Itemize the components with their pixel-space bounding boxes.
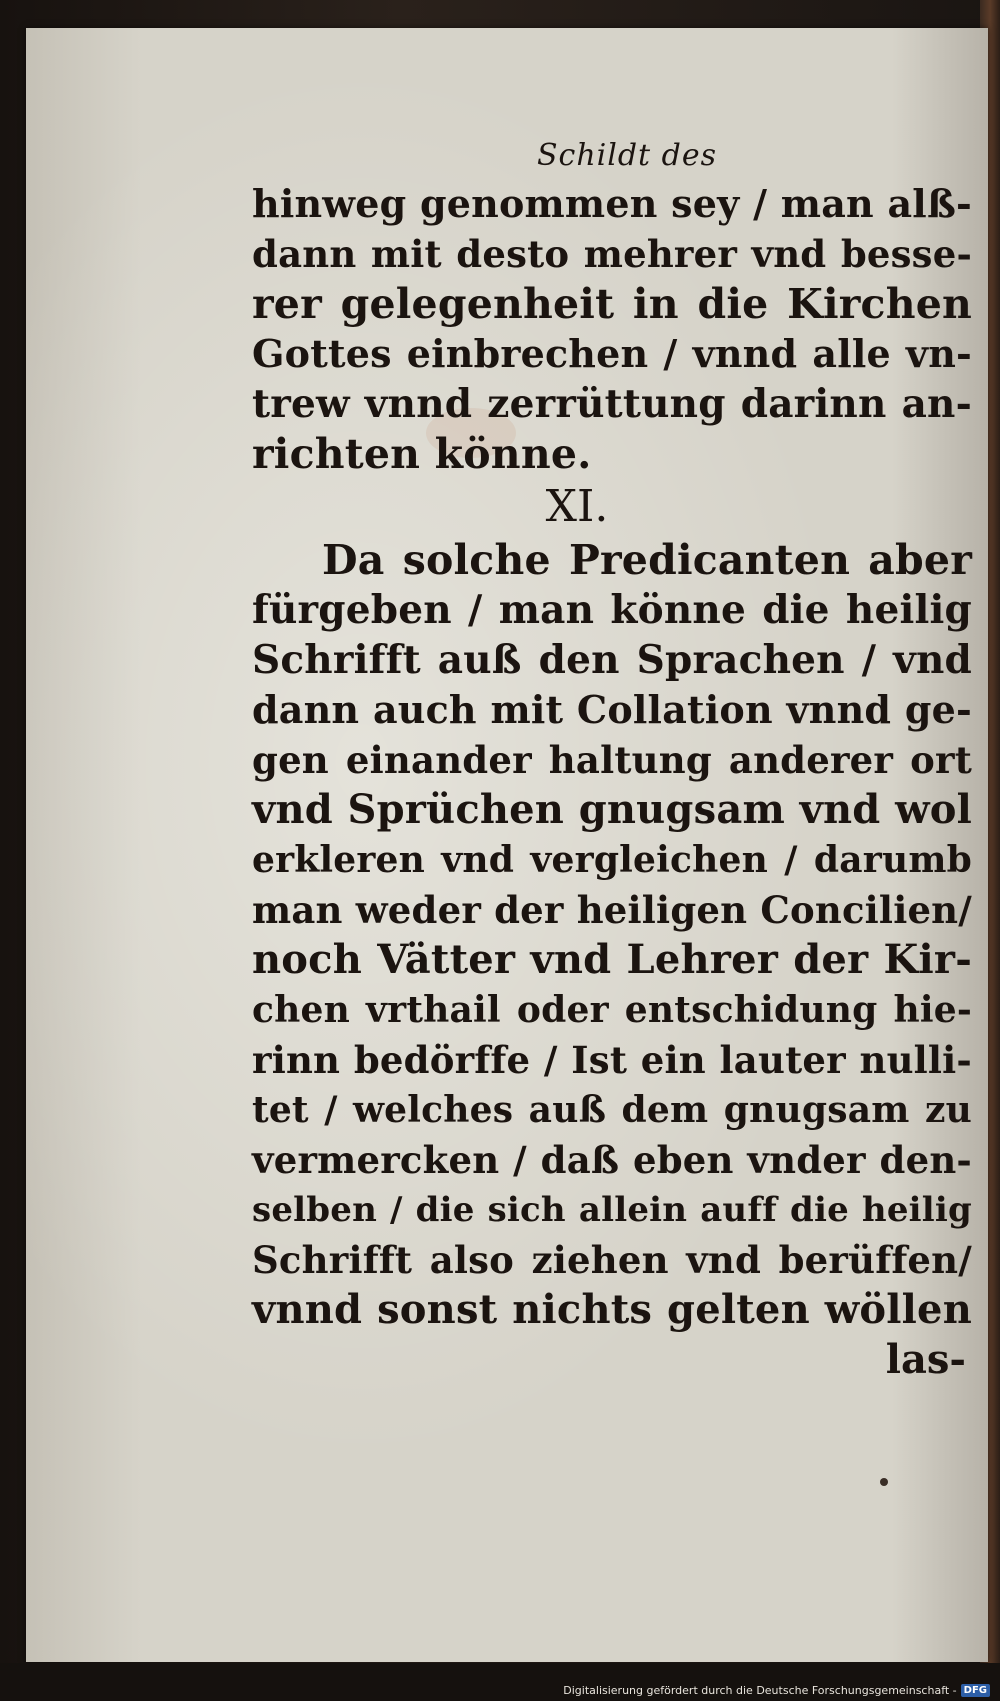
text-line: noch Vätter vnd Lehrer der Kir- xyxy=(252,936,972,983)
text-line: tet / welches auß dem gnugsam zu xyxy=(252,1089,972,1131)
text-line: Schrifft auß den Sprachen / vnd xyxy=(252,637,972,683)
catchword: las- xyxy=(885,1336,966,1383)
text-line: man weder der heiligen Concilien/ xyxy=(252,888,972,932)
text-line: rinn bedörffe / Ist ein lauter nulli- xyxy=(252,1038,972,1082)
text-line: dann mit desto mehrer vnd besse- xyxy=(252,232,972,276)
text-line: selben / die sich allein auff die heilig xyxy=(252,1190,972,1230)
text-line: vnnd sonst nichts gelten wöllen xyxy=(252,1286,972,1333)
text-line: dann auch mit Collation vnnd ge- xyxy=(252,687,972,732)
ink-dot xyxy=(880,1478,888,1486)
text-line: erkleren vnd vergleichen / darumb xyxy=(252,839,972,881)
dfg-logo-icon: DFG xyxy=(961,1684,990,1697)
text-line: rer gelegenheit in die Kirchen xyxy=(252,280,972,328)
text-line: richten könne. xyxy=(252,430,592,478)
text-line: vermercken / daß eben vnder den- xyxy=(252,1138,972,1182)
paragraph-xi xyxy=(252,535,972,1335)
credit-text: Digitalisierung gefördert durch die Deutsche Forschungsgemeinschaft - xyxy=(563,1684,957,1697)
text-line: Schrifft also ziehen vnd berüffen/ xyxy=(252,1238,972,1282)
running-head: Schildt des xyxy=(536,138,717,173)
text-line: gen einander haltung anderer ort xyxy=(252,738,972,782)
text-line: vnd Sprüchen gnugsam vnd wol xyxy=(252,786,972,833)
funding-credit xyxy=(563,1684,990,1697)
section-number: XI. xyxy=(545,481,609,532)
text-line: hinweg genommen sey / man alß- xyxy=(252,181,972,226)
page-text xyxy=(252,138,972,1385)
text-line: Gottes einbrechen / vnnd alle vn- xyxy=(252,331,972,376)
text-line: chen vrthail oder entschidung hie- xyxy=(252,989,972,1031)
text-line: Da solche Predicanten aber xyxy=(322,536,972,584)
text-line: trew vnnd zerrüttung darinn an- xyxy=(252,381,972,427)
paragraph-continued xyxy=(252,179,972,479)
text-line: fürgeben / man könne die heilig xyxy=(252,587,972,633)
